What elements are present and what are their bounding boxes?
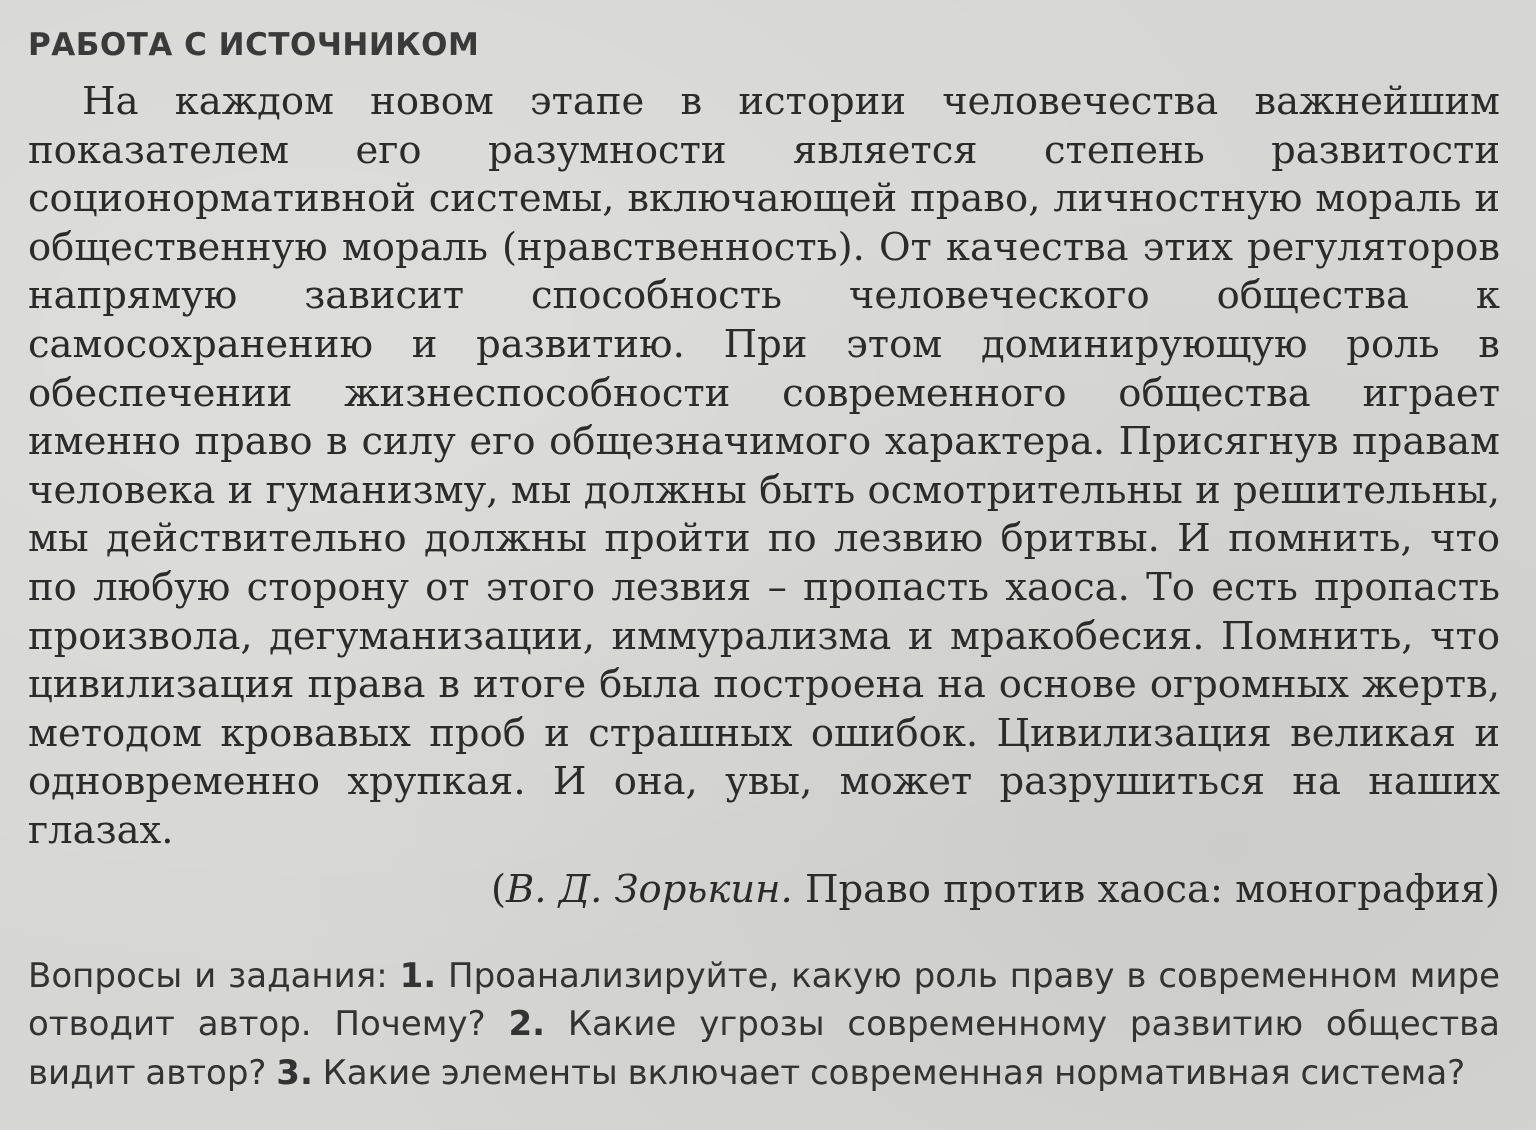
questions-intro: Вопросы и задания: [28,955,400,996]
attribution-open-paren: ( [490,866,507,912]
question-number: 2. [508,1004,546,1044]
question-number: 1. [399,955,437,996]
question-number: 3. [276,1052,313,1093]
question-text: Проанализируйте, какую роль праву в современном мире отводит автор. Почему? [28,955,1500,1044]
questions-block [28,952,1500,1098]
attribution-author: В. Д. Зорькин. [506,866,793,912]
textbook-page [28,20,1500,1097]
source-excerpt: На каждом новом этапе в истории человечества важнейшим показателем его разумности является степень развитости соционормативной системы, включающей право, личностную мораль и общественную мораль (нравственность). От качества этих регуляторов напрямую зависит способность человеческого общества к самосохранению и развитию. При этом доминирующую роль в обеспечении жизнеспособности современного общества играет именно право в силу его общезначимого характера. Присягнув правам человека и гуманизму, мы должны быть осмотрительны и решительны, мы действительно должны пройти по лезвию бритвы. И помнить, что по любую сторону от этого лезвия – пропасть хаоса. То есть пропасть произвола, дегуманизации, иммурализма и мракобесия. Помнить, что цивилизация права в итоге была построена на основе огромных жертв, методом кровавых проб и страшных ошибок. Цивилизация великая и одновременно хрупкая. И она, увы, может разрушиться на наших глазах. [28,79,1500,853]
section-heading: РАБОТА С ИСТОЧНИКОМ [28,27,480,63]
question-text: Какие угрозы современному развитию общества видит автор? [28,1004,1501,1093]
question-text: Какие элементы включает современная нормативная система? [312,1052,1466,1093]
source-attribution [28,866,1500,914]
attribution-work: Право против хаоса: монография) [792,866,1500,912]
